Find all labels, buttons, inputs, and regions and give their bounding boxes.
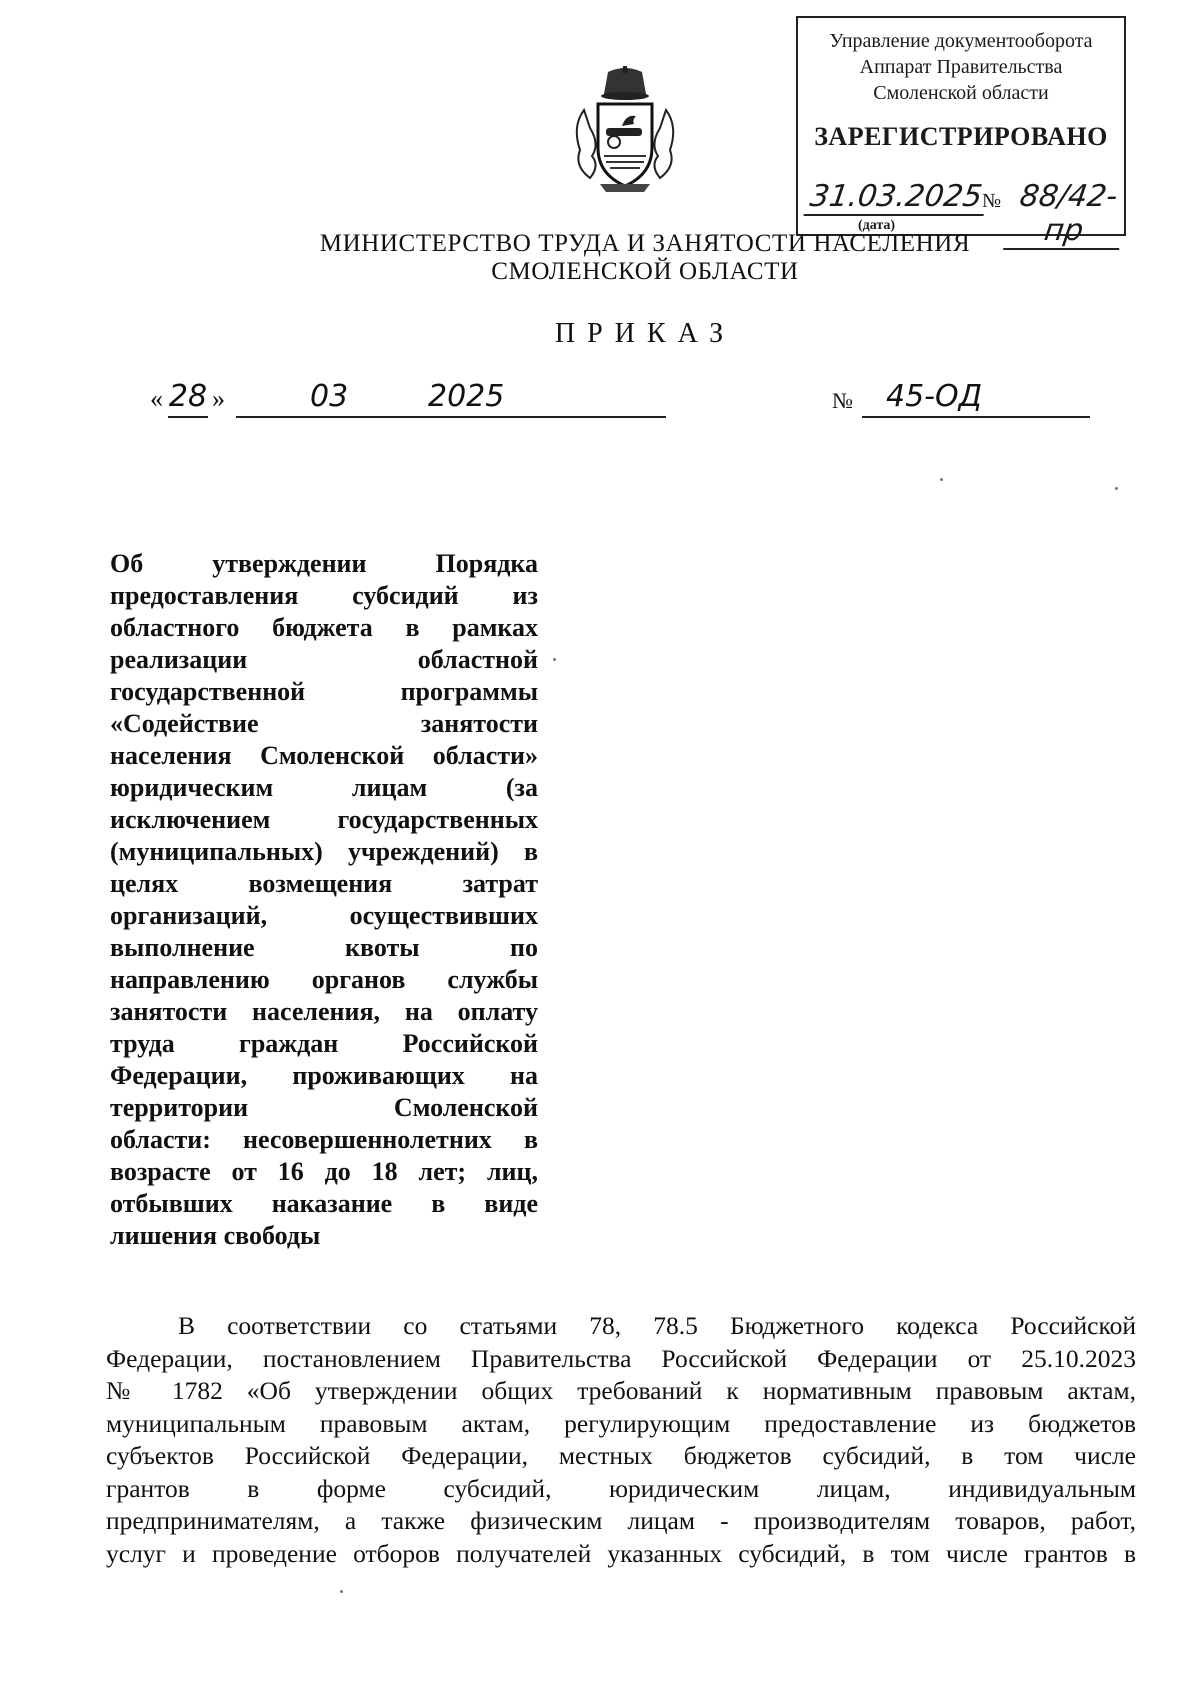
subject-line: труда граждан Российской — [110, 1029, 538, 1058]
body-line: № 1782 «Об утверждении общих требований к нормативным правовым актам, — [106, 1376, 1136, 1405]
subject-line: выполнение квоты по — [110, 933, 538, 962]
subject-line: возрасте от 16 до 18 лет; лиц, — [110, 1157, 538, 1186]
date-close-quote: » — [212, 384, 225, 413]
subject-line: предоставления субсидий из — [110, 581, 538, 610]
body-line: В соответствии со статьями 78, 78.5 Бюджетного кодекса Российской — [178, 1311, 1136, 1340]
subject-line: исключением государственных — [110, 805, 538, 834]
order-number-label: № — [832, 388, 853, 413]
order-title: ПРИКАЗ — [554, 318, 736, 349]
subject-line: отбывших наказание в виде — [110, 1189, 538, 1218]
subject-line: Об утверждении Порядка — [110, 549, 538, 578]
order-day: 28 — [168, 378, 208, 418]
stamp-number-label: № — [982, 190, 1002, 212]
order-month: 03 — [310, 379, 349, 414]
body-line: Федерации, постановлением Правительства Российской Федерации от 25.10.2023 — [106, 1343, 1136, 1373]
stamp-department: Управление документооборота — [829, 30, 1093, 52]
subject-line: областного бюджета в рамках — [110, 613, 538, 642]
order-number: 45-ОД — [862, 378, 1090, 418]
subject-line: Федерации, проживающих на — [110, 1061, 538, 1090]
subject-line: целях возмещения затрат — [110, 869, 538, 898]
order-subject — [110, 548, 538, 1252]
stamp-apparatus: Аппарат Правительства — [859, 56, 1063, 78]
subject-line: юридическим лицам (за — [110, 773, 538, 802]
stamp-handwritten-number: 88/42-пр — [1003, 180, 1129, 250]
date-open-quote: « — [150, 384, 163, 413]
subject-line: территории Смоленской — [110, 1093, 538, 1122]
subject-line: организаций, осуществивших — [110, 901, 538, 930]
stamp-registered-label: ЗАРЕГИСТРИРОВАНО — [814, 122, 1108, 151]
body-line: услуг и проведение отборов получателей указанных субсидий, в том числе грантов в — [106, 1538, 1136, 1568]
subject-line: направлению органов службы — [110, 965, 538, 994]
scan-speck — [1115, 487, 1118, 490]
subject-line: занятости населения, на оплату — [110, 997, 538, 1026]
stamp-date-caption: (дата) — [858, 218, 896, 233]
order-year: 2025 — [428, 379, 505, 414]
stamp-region: Смоленской области — [873, 82, 1049, 104]
scan-speck — [340, 1590, 343, 1593]
body-line: муниципальным правовым актам, регулирующим предоставление из бюджетов — [106, 1408, 1136, 1438]
subject-line: (муниципальных) учреждений) в — [110, 837, 538, 866]
order-body-paragraph — [106, 1310, 1136, 1570]
subject-line: лишения свободы — [110, 1221, 321, 1250]
stamp-handwritten-date: 31.03.2025 — [803, 180, 988, 216]
order-date-number-row — [150, 378, 1090, 428]
subject-line: области: несовершеннолетних в — [110, 1125, 538, 1154]
body-line: предпринимателям, а также физическим лицам - производителям товаров, работ, — [106, 1506, 1136, 1535]
scan-speck — [940, 478, 943, 481]
date-underline — [236, 416, 666, 418]
crown-icon — [601, 66, 649, 100]
ministry-name: МИНИСТЕРСТВО ТРУДА И ЗАНЯТОСТИ НАСЕЛЕНИЯ — [319, 230, 971, 257]
subject-line: государственной программы — [110, 677, 538, 706]
subject-line: реализации областной — [110, 645, 538, 674]
subject-line: населения Смоленской области» — [110, 741, 538, 770]
ministry-region: СМОЛЕНСКОЙ ОБЛАСТИ — [491, 258, 799, 285]
scan-speck — [553, 658, 556, 661]
body-line: грантов в форме субсидий, юридическим лицам, индивидуальным — [106, 1473, 1136, 1503]
coat-of-arms-icon — [570, 66, 680, 196]
subject-line: «Содействие занятости — [110, 709, 538, 738]
registration-stamp — [796, 16, 1126, 248]
body-line: субъектов Российской Федерации, местных бюджетов субсидий, в том числе — [106, 1441, 1136, 1470]
